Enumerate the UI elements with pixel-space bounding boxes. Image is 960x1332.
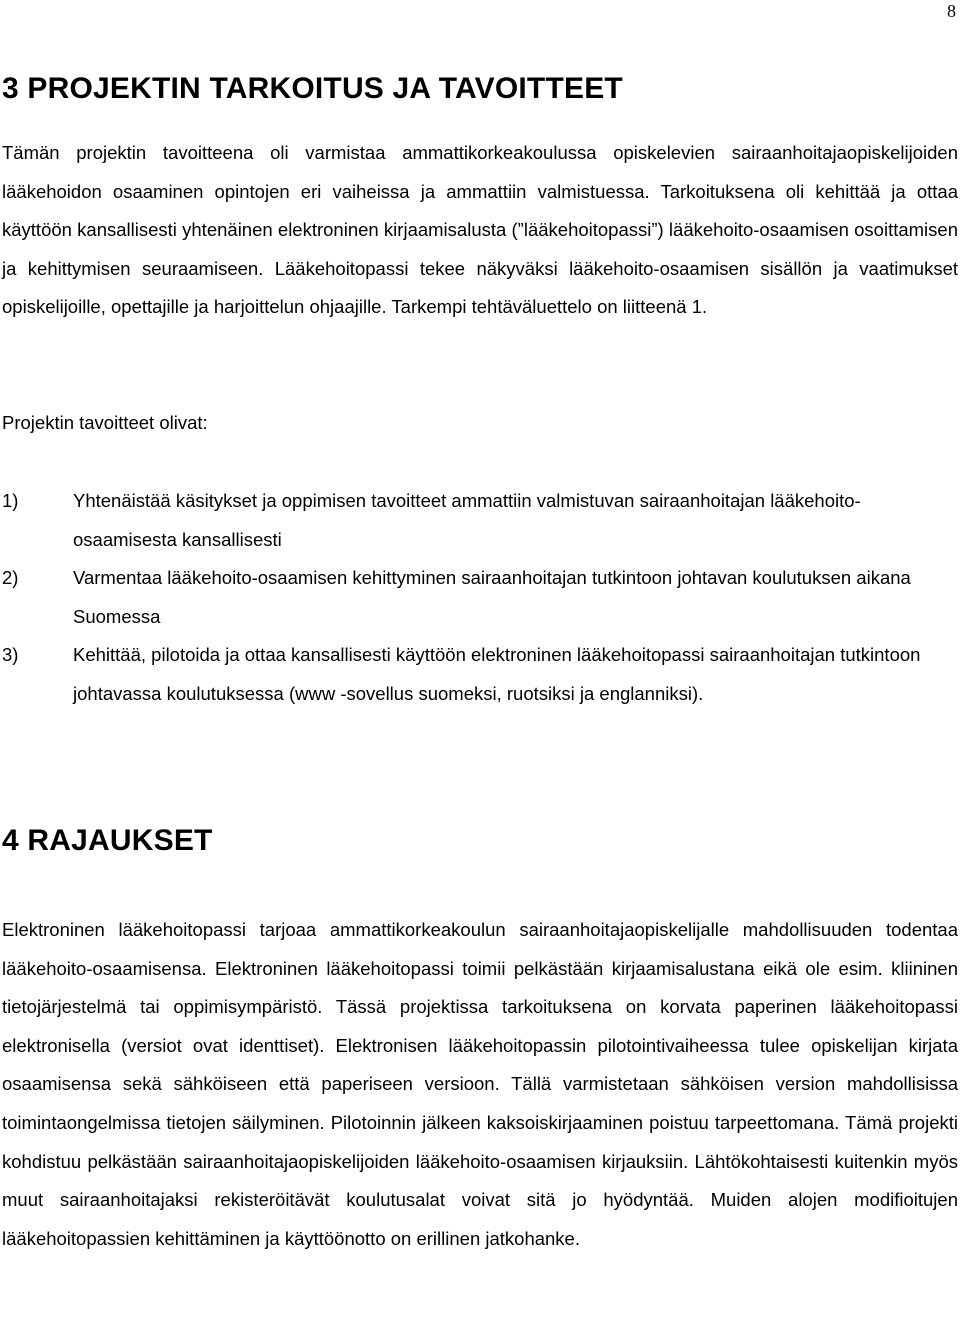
goal-number: 1)	[2, 490, 19, 511]
goal-item	[2, 482, 953, 559]
goal-text: Kehittää, pilotoida ja ottaa kansallisesti käyttöön elektroninen lääkehoitopassi sairaanhoitajan tutkintoon johtavassa koulutuksessa (www -sovellus suomeksi, ruotsiksi ja englanniksi).	[73, 644, 921, 704]
goals-intro: Projektin tavoitteet olivat:	[2, 412, 208, 433]
page-number: 8	[947, 1, 956, 21]
section-3-heading: 3 PROJEKTIN TARKOITUS JA TAVOITTEET	[2, 72, 623, 105]
section-4-heading: 4 RAJAUKSET	[2, 824, 213, 857]
section-3-paragraph: Tämän projektin tavoitteena oli varmistaa ammattikorkeakoulussa opiskelevien sairaanhoitajaopiskelijoiden lääkehoidon osaaminen opintojen eri vaiheissa ja ammattiin valmistuessa. Tarkoituksena oli kehittää ja ottaa käyttöön kansallisesti yhtenäinen elektroninen kirjaamisalusta (”lääkehoitopassi”) lääkehoito-osaamisen osoittamisen ja kehittymisen seuraamiseen. Lääkehoitopassi tekee näkyväksi lääkehoito-osaamisen sisällön ja vaatimukset opiskelijoille, opettajille ja harjoittelun ohjaajille. Tarkempi tehtäväluettelo on liitteenä 1.	[2, 142, 958, 318]
goal-item	[2, 636, 953, 713]
goal-number: 3)	[2, 644, 19, 666]
goal-number: 2)	[2, 567, 19, 589]
section-4-paragraph: Elektroninen lääkehoitopassi tarjoaa ammattikorkeakoulun sairaanhoitajaopiskelijalle mahdollisuuden todentaa lääkehoito-osaamisensa. Elektroninen lääkehoitopassi toimii pelkästään kirjaamisalustana eikä ole esim. kliininen tietojärjestelmä tai oppimisympäristö. Tässä projektissa tarkoituksena on korvata paperinen lääkehoitopassi elektronisella (versiot ovat identtiset). Elektronisen lääkehoitopassin pilotointivaiheessa tulee opiskelijan kirjata osaamisensa sekä sähköiseen että paperiseen versioon. Tällä varmistetaan sähköisen version mahdollisissa toimintaongelmissa tietojen säilyminen. Pilotoinnin jälkeen kaksoiskirjaaminen poistuu tarpeettomana. Tämä projekti kohdistuu pelkästään sairaanhoitajaopiskelijoiden lääkehoito-osaamisen kirjauksiin. Lähtökohtaisesti kuitenkin myös muut sairaanhoitajaksi rekisteröitävät koulutusalat voivat sitä jo hyödyntää. Muiden alojen modifioitujen lääkehoitopassien kehittäminen ja käyttöönotto on erillinen jatkohanke.	[2, 919, 958, 1249]
goal-item	[2, 559, 953, 636]
goals-list	[2, 482, 958, 714]
goal-text: Varmentaa lääkehoito-osaamisen kehittyminen sairaanhoitajan tutkintoon johtavan koulutuksen aikana Suomessa	[73, 567, 911, 627]
goal-text: Yhtenäistää käsitykset ja oppimisen tavoitteet ammattiin valmistuvan sairaanhoitajan lääkehoito-osaamisesta kansallisesti	[73, 490, 861, 550]
